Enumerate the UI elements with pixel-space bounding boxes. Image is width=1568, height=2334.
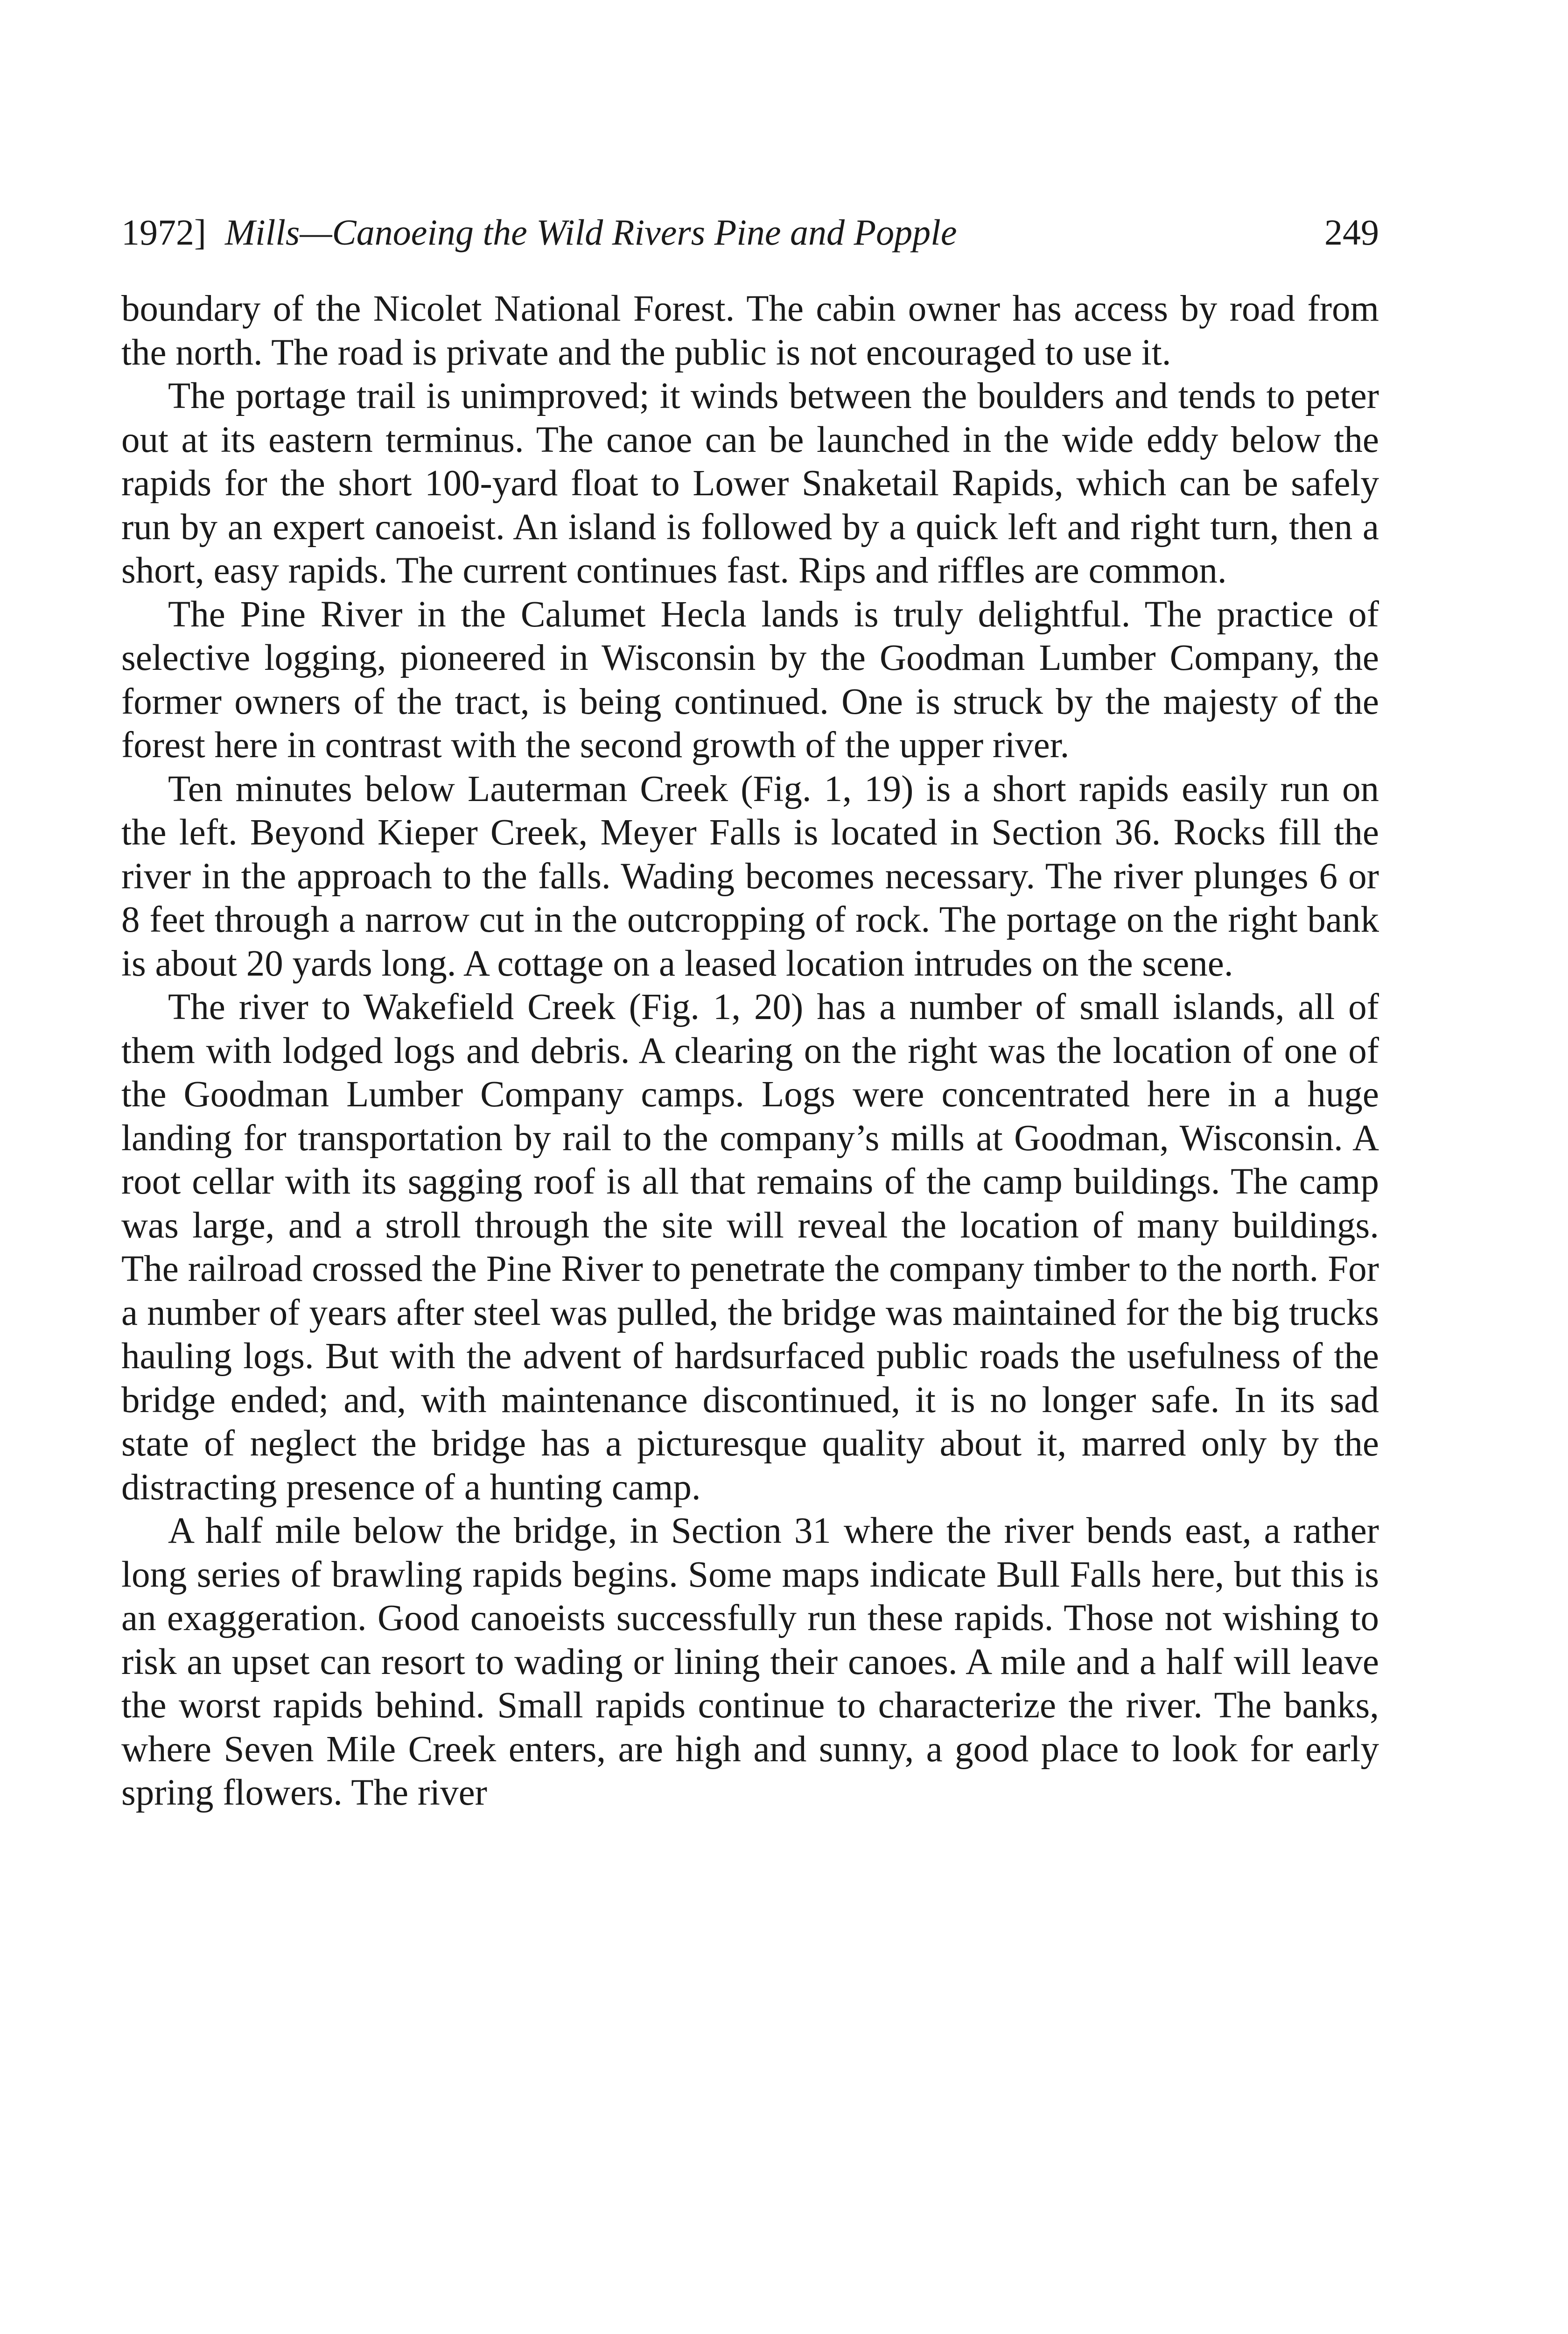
paragraph-continued: boundary of the Nicolet National Forest. The cabin owner has access by road from the north. The road is private and the public is not encouraged to use it. [121,288,1379,373]
volume-year: 1972] [121,212,206,253]
paragraph-wakefield-creek: The river to Wakefield Creek (Fig. 1, 20) has a number of small islands, all of them with lodged logs and debris. A clearing on the right was the location of one of the Goodman Lumber Company camps. Logs were concentrated here in a huge landing for transportation by rail to the company’s mills at Goodman, Wisconsin. A root cellar with its sagging roof is all that remains of the camp buildings. The camp was large, and a stroll through the site will reveal the location of many buildings. The railroad crossed the Pine River to penetrate the company timber to the north. For a number of years after steel was pulled, the bridge was maintained for the big trucks hauling logs. But with the advent of hardsurfaced public roads the usefulness of the bridge ended; and, with maintenance discontinued, it is no longer safe. In its sad state of neglect the bridge has a picturesque quality about it, marred only by the distracting presence of a hunting camp. [121,987,1379,1508]
page-number: 249 [1324,212,1379,253]
running-head [121,212,1379,264]
journal-page [121,212,1379,1815]
paragraph-meyer-falls: Ten minutes below Lauterman Creek (Fig. 1, 19) is a short rapids easily run on the left. Beyond Kieper Creek, Meyer Falls is located in Section 36. Rocks fill the river in the approach to the falls. Wading becomes necessary. The river plunges 6 or 8 feet through a narrow cut in the outcropping of rock. The portage on the right bank is about 20 yards long. A cottage on a leased location intrudes on the scene. [121,768,1379,984]
running-title: Mills—Canoeing the Wild Rivers Pine and Popple [224,212,957,253]
paragraph-bull-falls: A half mile below the bridge, in Section 31 where the river bends east, a rather long series of brawling rapids begins. Some maps indicate Bull Falls here, but this is an exaggeration. Good canoeists successfully run these rapids. Those not wishing to risk an upset can resort to wading or lining their canoes. A mile and a half will leave the worst rapids behind. Small rapids continue to characterize the river. The banks, where Seven Mile Creek enters, are high and sunny, a good place to look for early spring flowers. The river [121,1511,1379,1813]
paragraph-portage-trail: The portage trail is unimproved; it winds between the boulders and tends to peter out at its eastern terminus. The canoe can be launched in the wide eddy below the rapids for the short 100-yard float to Lower Snaketail Rapids, which can be safely run by an expert canoeist. An island is followed by a quick left and right turn, then a short, easy rapids. The current continues fast. Rips and riffles are common. [121,376,1379,591]
paragraph-calumet-hecla: The Pine River in the Calumet Hecla lands is truly delightful. The practice of selective logging, pioneered in Wisconsin by the Goodman Lumber Company, the former owners of the tract, is being continued. One is struck by the majesty of the forest here in contrast with the second growth of the upper river. [121,594,1379,766]
article-body [121,287,1379,1815]
